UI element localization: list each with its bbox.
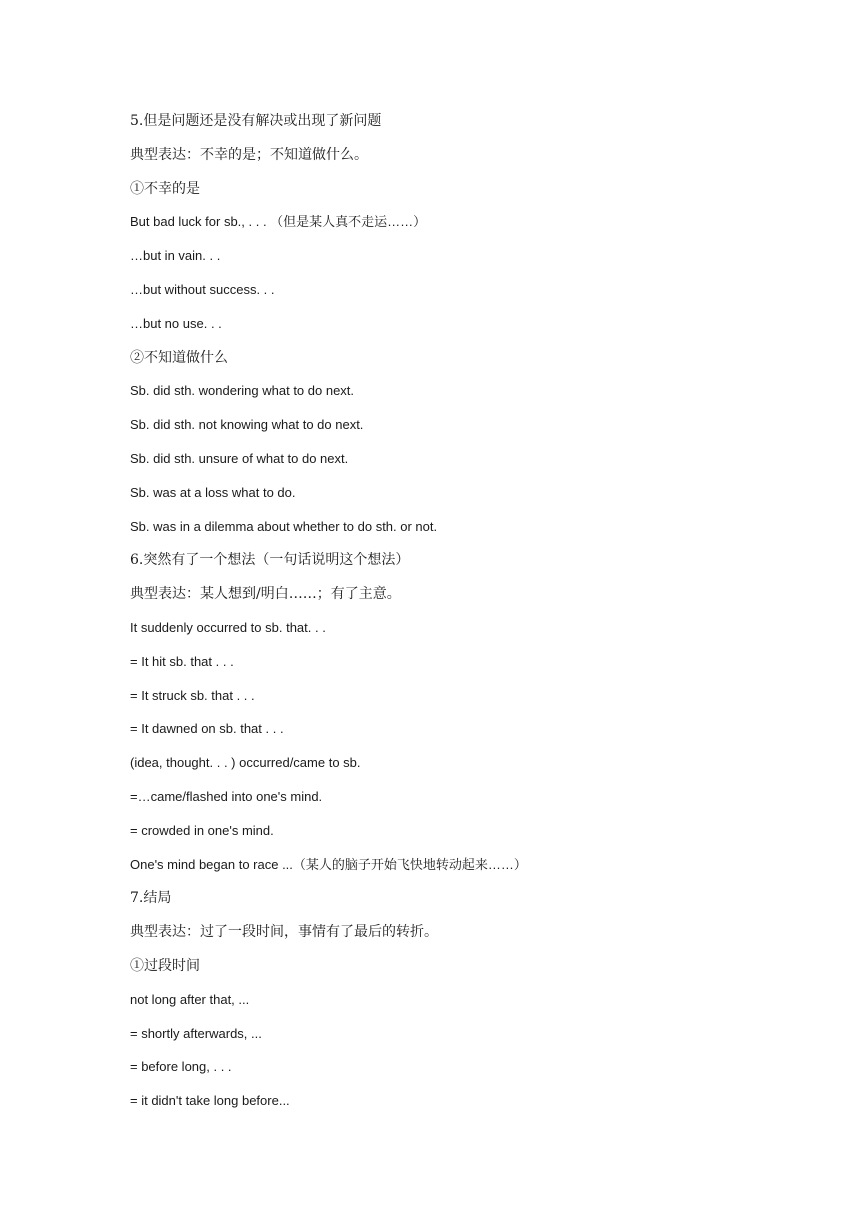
text-line: 典型表达：过了一段时间，事情有了最后的转折。: [130, 924, 438, 941]
sub-heading: ①过段时间: [130, 957, 200, 974]
section-heading-6: 6.突然有了一个想法（一句话说明这个想法）: [130, 552, 410, 569]
text-line: Sb. did sth. wondering what to do next.: [130, 383, 355, 399]
text-line: Sb. was in a dilemma about whether to do sth. or not.: [130, 518, 438, 534]
section-heading-5: 5.但是问题还是没有解决或出现了新问题: [130, 113, 382, 129]
text-line: = crowded in one's mind.: [130, 822, 274, 838]
text-line: 典型表达：不幸的是；不知道做什么。: [130, 146, 368, 163]
text-line: = shortly afterwards, ...: [130, 1025, 262, 1041]
text-line: (idea, thought. . . ) occurred/came to sb.: [130, 755, 361, 771]
sub-heading: ①不幸的是: [130, 180, 200, 197]
text-line: = It struck sb. that . . .: [130, 687, 255, 703]
text-line: But bad luck for sb., . . . （但是某人真不走运……）: [130, 214, 427, 230]
text-line: =…came/flashed into one's mind.: [130, 788, 323, 804]
text-line: Sb. did sth. not knowing what to do next.: [130, 417, 364, 433]
sub-heading: ②不知道做什么: [130, 349, 228, 366]
text-line: …but no use. . .: [130, 315, 222, 331]
text-line: = before long, . . .: [130, 1059, 232, 1075]
text-line: …but without success. . .: [130, 281, 275, 297]
document-body: [130, 109, 810, 1123]
text-line: = It hit sb. that . . .: [130, 653, 234, 669]
section-heading-7: 7.结局: [130, 890, 172, 907]
text-line: One's mind began to race ...（某人的脑子开始飞快地转动起来……）: [130, 856, 527, 872]
text-line: Sb. was at a loss what to do.: [130, 484, 296, 500]
text-line: = It dawned on sb. that . . .: [130, 721, 284, 737]
text-line: 典型表达：某人想到/明白……；有了主意。: [130, 586, 401, 603]
text-line: Sb. did sth. unsure of what to do next.: [130, 450, 349, 466]
text-line: It suddenly occurred to sb. that. . .: [130, 619, 326, 635]
text-line: not long after that, ...: [130, 991, 250, 1007]
text-line: = it didn't take long before...: [130, 1093, 290, 1109]
text-line: …but in vain. . .: [130, 248, 221, 264]
